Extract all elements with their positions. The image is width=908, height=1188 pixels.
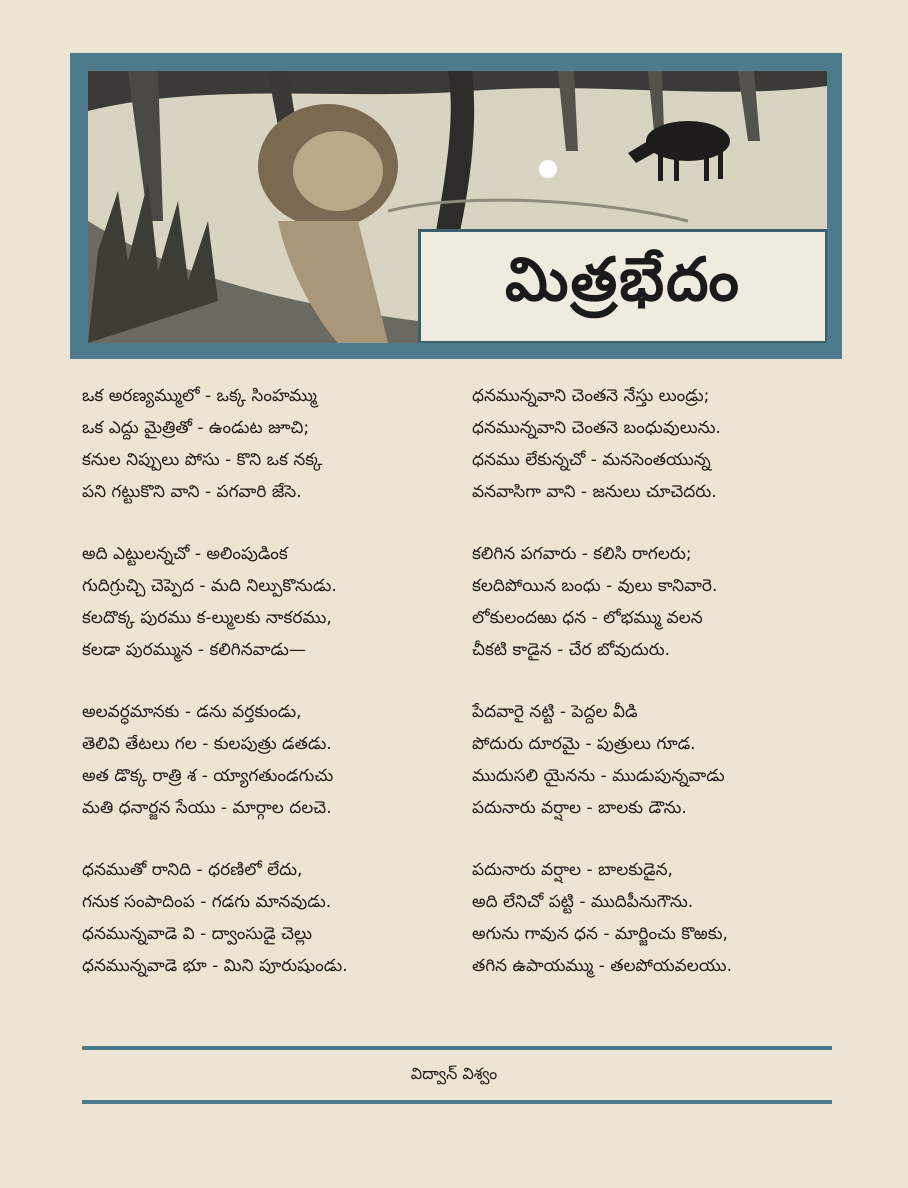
stanza <box>82 696 482 824</box>
verse-line: కలడా పురమ్మున - కలిగినవాడు— <box>82 640 306 660</box>
verse-line: పదునారు వర్షాల - బాలకు డౌను. <box>472 798 687 818</box>
footer-rule-top <box>82 1046 832 1050</box>
lion-bull-illustration <box>88 71 827 343</box>
verse-line: ధనమున్నవాడె వి - ద్వాంసుడై చెల్లు <box>82 924 312 944</box>
verse-line: కలిగిన పగవారు - కలిసి రాగలరు; <box>472 544 692 564</box>
verse-line: ఒక ఎద్దు మైత్రితో - ఉండుట జూచి; <box>82 418 310 438</box>
stanza <box>82 380 482 508</box>
verse-line: ధనమున్నవాని చెంతనె నేస్తు లుండ్రు; <box>472 386 710 406</box>
title-box <box>418 229 827 343</box>
verse-line: కలదిపోయిన బంధు - వులు కానివారె. <box>472 576 718 596</box>
stanza <box>472 380 872 508</box>
stanza <box>82 538 482 666</box>
verse-line: పదునారు వర్షాల - బాలకుడైన, <box>472 860 673 880</box>
verse-line: ధనము లేకున్నచో - మనసెంతయున్న <box>472 450 711 470</box>
stanza <box>472 854 872 982</box>
verse-line: ధనమున్నవాని చెంతనె బంధువులును. <box>472 418 721 438</box>
verse-line: కనుల నిప్పులు పోసు - కొని ఒక నక్క <box>82 450 323 470</box>
verse-line: ముదుసలి యైనను - ముడుపున్నవాడు <box>472 766 725 786</box>
verse-line: మతి ధనార్జన సేయు - మార్గాల దలచె. <box>82 798 332 818</box>
poem-right-column <box>472 380 872 1012</box>
verse-line: అలవర్ధమానకు - డను వర్తకుండు, <box>82 702 302 722</box>
verse-line: అది లేనిచో పట్టి - ముదిపీనుగౌను. <box>472 892 694 912</box>
verse-line: పోదురు దూరమై - పుత్రులు గూడ. <box>472 734 696 754</box>
verse-line: చీకటి కాడైన - చేర బోవుదురు. <box>472 640 671 660</box>
poem-left-column <box>82 380 482 1012</box>
verse-line: లోకులందఱు ధన - లోభమ్ము వలన <box>472 608 703 628</box>
verse-line: గనుక సంపాదింప - గడగు మానవుడు. <box>82 892 332 912</box>
verse-line: కలదొక్క పురము క-ల్ములకు నాకరము, <box>82 608 332 628</box>
verse-line: పేదవారై నట్టి - పెద్దల వీడి <box>472 702 638 722</box>
verse-line: అది ఎట్టులన్నచో - అలింపుడింక <box>82 544 288 564</box>
stanza <box>82 854 482 982</box>
footer-rule-bottom <box>82 1100 832 1104</box>
verse-line: గుదిగ్రుచ్చి చెప్పెద - మది నిల్పుకొనుడు. <box>82 576 337 596</box>
verse-line: ధనముతో రానిది - ధరణిలో లేదు, <box>82 860 303 880</box>
verse-line: అత డొక్క రాత్రి శ - య్యాగతుండగుచు <box>82 766 334 786</box>
stanza <box>472 538 872 666</box>
page-title: మిత్రభేదం <box>505 244 741 315</box>
verse-line: తగిన ఉపాయమ్ము - తలపోయవలయు. <box>472 956 732 976</box>
verse-line: తెలివి తేటలు గల - కులపుత్రు డతడు. <box>82 734 332 754</box>
verse-line: ధనమున్నవాడె భూ - మిని పూరుషుండు. <box>82 956 348 976</box>
verse-line: అగును గావున ధన - మార్జించు కొఱకు, <box>472 924 728 944</box>
verse-line: వనవాసిగా వాని - జనులు చూచెదరు. <box>472 482 717 502</box>
title-banner <box>70 53 842 359</box>
stanza <box>472 696 872 824</box>
verse-line: పని గట్టుకొని వాని - పగవారి జేసె. <box>82 482 302 502</box>
verse-line: ఒక అరణ్యమ్ములో - ఒక్క సింహమ్ము <box>82 386 317 406</box>
author-name: విద్వాన్ విశ్వం <box>410 1064 498 1083</box>
